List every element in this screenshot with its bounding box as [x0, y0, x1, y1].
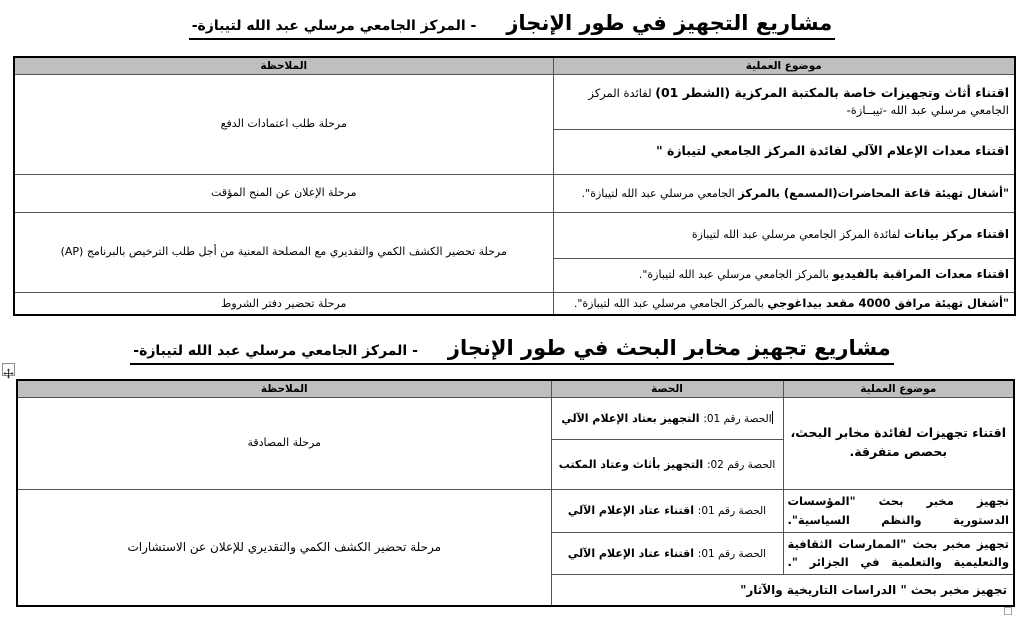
note-text: مرحلة تحضير الكشف الكمي والتقديري للإعلان عن الاستشارات	[127, 539, 442, 554]
note-text: مرحلة تحضير الكشف الكمي والتقديري مع المصلحة المعنية من أجل طلب الترخيص بالبرنامج (AP)	[60, 245, 507, 259]
subject-rest-text: بالمركز الجامعي مرسلي عبد الله لتيبازة".	[573, 296, 768, 310]
note-text: مرحلة الإعلان عن المنح المؤقت	[211, 186, 357, 200]
lot-cell-1[interactable]	[551, 397, 783, 439]
lot-bold-text: التجهيز بأثاث وعتاد المكتب	[558, 457, 707, 471]
title-subtitle-text: - المركز الجامعي مرسلي عبد الله لتيبازة-	[191, 18, 477, 34]
lot-label: الحصة رقم 01:	[697, 547, 767, 560]
column-header-note: الملاحظة	[14, 57, 553, 74]
subject-bold-text: اقتناء معدات المراقبة بالفيديو	[832, 267, 1009, 282]
subject-cell-library-furniture[interactable]	[553, 74, 1015, 129]
subject-rest-text: الجامعي مرسلي عبد الله لتيبازة".	[581, 186, 739, 200]
title-equipment-projects[interactable]	[0, 11, 1024, 40]
note-text: مرحلة طلب اعتمادات الدفع	[220, 117, 347, 131]
subject-cell-data-center[interactable]	[553, 212, 1015, 258]
title-research-lab-projects[interactable]	[0, 336, 1024, 365]
subject-cell-lab-equipment-lots[interactable]	[783, 397, 1014, 489]
title-underline-wrap	[130, 336, 893, 365]
column-header-lot: الحصة	[551, 380, 783, 397]
subject-text: تجهيز مخبر بحث "الممارسات الثقافية والتعليمية والتعلمية في الجزائر ".	[787, 536, 1009, 569]
subject-text: تجهيز مخبر بحث "المؤسسات الدستورية والنظم السياسية".	[787, 494, 1009, 527]
four-way-arrow-icon	[3, 368, 14, 379]
subject-text: اقتناء تجهيزات لفائدة مخابر البحث، بحصص متفرقة.	[790, 425, 1006, 459]
lot-bold-text: اقتناء عتاد الإعلام الآلي	[567, 546, 698, 560]
column-header-note: الملاحظة	[17, 380, 551, 397]
table-move-handle-icon[interactable]	[2, 363, 15, 376]
subject-rest-text: لفائدة المركز الجامعي مرسلي عبد الله لتيبازة	[691, 228, 904, 242]
lot-cell-3[interactable]	[551, 489, 783, 532]
title-underline-wrap	[189, 11, 836, 40]
subject-cell-video-surveillance[interactable]	[553, 258, 1015, 292]
lot-label: الحصة رقم 01:	[703, 413, 772, 425]
subject-cell-4000-seats[interactable]	[553, 292, 1015, 315]
subject-bold-text: اقتناء معدات الإعلام الآلي لفائدة المركز الجامعي لتيبازة "	[656, 143, 1009, 159]
subject-bold-text: "أشغال تهيئة قاعة المحاضرات(المسمع) بالمركز	[738, 185, 1009, 200]
lot-cell-4[interactable]	[551, 532, 783, 574]
lot-label: الحصة رقم 02:	[706, 458, 776, 471]
subject-text: تجهيز مخبر بحث " الدراسات التاريخية والآثار"	[740, 582, 1007, 597]
lot-label: الحصة رقم 01:	[697, 505, 767, 517]
title-main-text: مشاريع تجهيز مخابر البحث في طور الإنجاز	[447, 336, 891, 360]
title-main-text: مشاريع التجهيز في طور الإنجاز	[506, 11, 833, 35]
column-header-subject: موضوع العملية	[553, 57, 1015, 74]
text-cursor	[772, 411, 773, 424]
note-cell-payment-credits[interactable]	[14, 74, 553, 174]
subject-cell-it-equipment[interactable]	[553, 129, 1015, 174]
title-subtitle-text: - المركز الجامعي مرسلي عبد الله لتيبازة-	[133, 343, 418, 359]
note-text: مرحلة تحضير دفتر الشروط	[221, 296, 347, 310]
subject-cell-historical-studies-lab[interactable]	[551, 574, 1014, 606]
subject-rest-text: بالمركز الجامعي مرسلي عبد الله لتيبازة".	[638, 268, 833, 282]
note-cell-validation-stage[interactable]	[17, 397, 551, 489]
note-cell-specifications[interactable]	[14, 292, 553, 315]
lot-bold-text: اقتناء عتاد الإعلام الآلي	[567, 504, 698, 517]
subject-bold-text: اقتناء مركز بيانات	[903, 227, 1009, 242]
subject-cell-constitutional-institutions-lab[interactable]	[783, 489, 1014, 532]
note-text: مرحلة المصادقة	[247, 436, 321, 450]
research-labs-table	[16, 379, 1015, 607]
subject-cell-lecture-hall[interactable]	[553, 174, 1015, 212]
column-header-subject: موضوع العملية	[783, 380, 1014, 397]
subject-bold-text: "أشغال تهيئة مرافق 4000 مقعد بيداغوجي	[767, 295, 1009, 310]
equipment-projects-table	[13, 56, 1016, 316]
lot-bold-text: التجهيز بعتاد الإعلام الآلي	[561, 412, 704, 425]
note-cell-provisional-award[interactable]	[14, 174, 553, 212]
subject-rest-text: لفائدة المركز الجامعي مرسلي عبد الله -تيبــازة-	[588, 86, 1009, 118]
note-cell-quantitative-estimate-ap[interactable]	[14, 212, 553, 292]
table-resize-handle[interactable]	[1004, 607, 1012, 615]
subject-bold-text: اقتناء أثاث وتجهيزات خاصة بالمكتبة المركزية (الشطر 01)	[655, 85, 1009, 101]
note-cell-consultations-stage[interactable]	[17, 489, 551, 606]
lot-cell-2[interactable]	[551, 439, 783, 489]
subject-cell-cultural-practices-lab[interactable]	[783, 532, 1014, 574]
